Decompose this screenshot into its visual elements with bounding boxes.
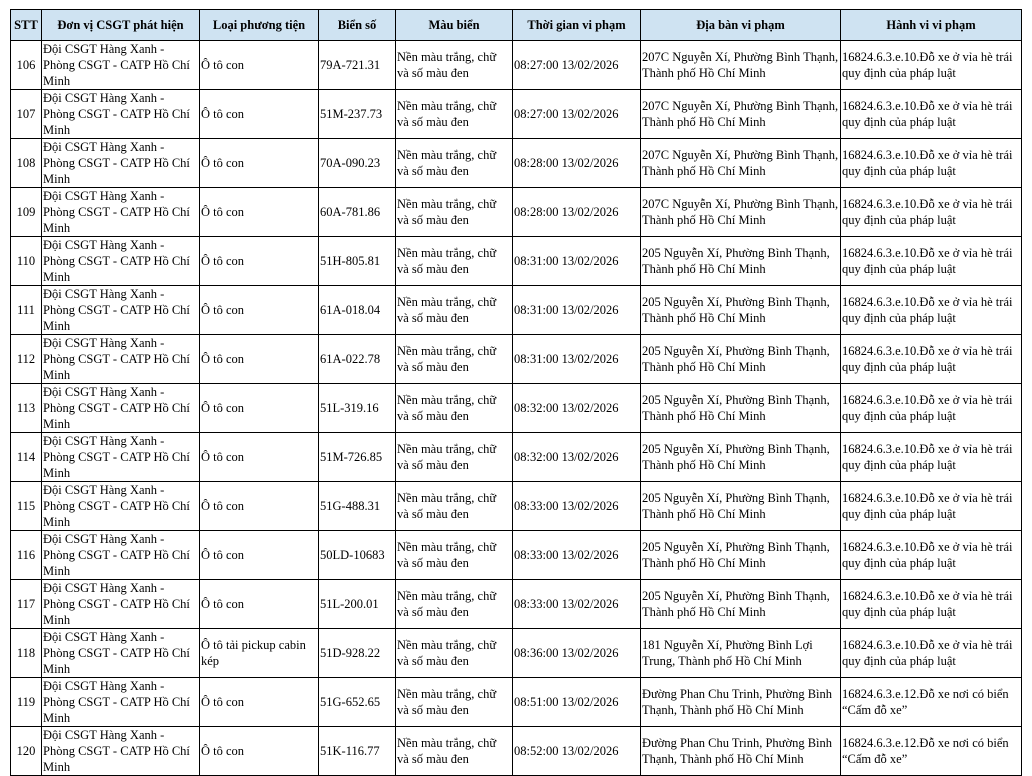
- vehicle-type-cell: Ô tô con: [200, 678, 319, 727]
- plate-cell: 51L-319.16: [319, 384, 396, 433]
- vehicle-type-cell: Ô tô con: [200, 90, 319, 139]
- plate-cell: 51M-237.73: [319, 90, 396, 139]
- plate-color-cell: Nền màu trắng, chữ và số màu đen: [396, 580, 513, 629]
- plate-cell: 51H-805.81: [319, 237, 396, 286]
- time-cell: 08:31:00 13/02/2026: [513, 286, 641, 335]
- document-page: [10, 9, 1022, 776]
- vehicle-type-cell: Ô tô con: [200, 188, 319, 237]
- plate-cell: 61A-018.04: [319, 286, 396, 335]
- vehicle-type-cell: Ô tô con: [200, 580, 319, 629]
- time-cell: 08:32:00 13/02/2026: [513, 433, 641, 482]
- vehicle-type-cell: Ô tô con: [200, 286, 319, 335]
- vehicle-type-cell: Ô tô con: [200, 727, 319, 776]
- table-row: [11, 482, 1022, 531]
- table-row: [11, 727, 1022, 776]
- violation-cell: 16824.6.3.e.12.Đỗ xe nơi có biển “Cấm đỗ xe”: [841, 727, 1022, 776]
- time-cell: 08:33:00 13/02/2026: [513, 580, 641, 629]
- stt-cell: 116: [11, 531, 42, 580]
- plate-color-cell: Nền màu trắng, chữ và số màu đen: [396, 335, 513, 384]
- violation-cell: 16824.6.3.e.10.Đỗ xe ở vỉa hè trái quy định của pháp luật: [841, 286, 1022, 335]
- vehicle-type-cell: Ô tô con: [200, 335, 319, 384]
- time-cell: 08:33:00 13/02/2026: [513, 531, 641, 580]
- stt-cell: 119: [11, 678, 42, 727]
- location-cell: 205 Nguyễn Xí, Phường Bình Thạnh, Thành phố Hồ Chí Minh: [641, 335, 841, 384]
- table-row: [11, 237, 1022, 286]
- violation-cell: 16824.6.3.e.10.Đỗ xe ở vỉa hè trái quy định của pháp luật: [841, 188, 1022, 237]
- stt-cell: 113: [11, 384, 42, 433]
- stt-cell: 111: [11, 286, 42, 335]
- table-row: [11, 41, 1022, 90]
- time-cell: 08:31:00 13/02/2026: [513, 237, 641, 286]
- stt-cell: 112: [11, 335, 42, 384]
- unit-cell: Đội CSGT Hàng Xanh - Phòng CSGT - CATP Hồ Chí Minh: [42, 188, 200, 237]
- unit-cell: Đội CSGT Hàng Xanh - Phòng CSGT - CATP Hồ Chí Minh: [42, 482, 200, 531]
- location-cell: 207C Nguyễn Xí, Phường Bình Thạnh, Thành phố Hồ Chí Minh: [641, 188, 841, 237]
- location-cell: 207C Nguyễn Xí, Phường Bình Thạnh, Thành phố Hồ Chí Minh: [641, 90, 841, 139]
- violations-table: [10, 9, 1022, 776]
- time-cell: 08:36:00 13/02/2026: [513, 629, 641, 678]
- vehicle-type-cell: Ô tô con: [200, 482, 319, 531]
- header-stt: STT: [11, 10, 42, 41]
- header-unit: Đơn vị CSGT phát hiện: [42, 10, 200, 41]
- stt-cell: 117: [11, 580, 42, 629]
- header-plate: Biển số: [319, 10, 396, 41]
- table-row: [11, 629, 1022, 678]
- location-cell: Đường Phan Chu Trinh, Phường Bình Thạnh, Thành phố Hồ Chí Minh: [641, 678, 841, 727]
- vehicle-type-cell: Ô tô con: [200, 433, 319, 482]
- time-cell: 08:31:00 13/02/2026: [513, 335, 641, 384]
- header-location: Địa bàn vi phạm: [641, 10, 841, 41]
- table-row: [11, 335, 1022, 384]
- stt-cell: 109: [11, 188, 42, 237]
- plate-color-cell: Nền màu trắng, chữ và số màu đen: [396, 531, 513, 580]
- header-vehicle-type: Loại phương tiện: [200, 10, 319, 41]
- location-cell: 181 Nguyễn Xí, Phường Bình Lợi Trung, Thành phố Hồ Chí Minh: [641, 629, 841, 678]
- vehicle-type-cell: Ô tô con: [200, 531, 319, 580]
- location-cell: 205 Nguyễn Xí, Phường Bình Thạnh, Thành phố Hồ Chí Minh: [641, 531, 841, 580]
- table-row: [11, 139, 1022, 188]
- plate-color-cell: Nền màu trắng, chữ và số màu đen: [396, 433, 513, 482]
- unit-cell: Đội CSGT Hàng Xanh - Phòng CSGT - CATP Hồ Chí Minh: [42, 629, 200, 678]
- plate-cell: 61A-022.78: [319, 335, 396, 384]
- plate-cell: 70A-090.23: [319, 139, 396, 188]
- unit-cell: Đội CSGT Hàng Xanh - Phòng CSGT - CATP Hồ Chí Minh: [42, 727, 200, 776]
- plate-cell: 50LD-10683: [319, 531, 396, 580]
- unit-cell: Đội CSGT Hàng Xanh - Phòng CSGT - CATP Hồ Chí Minh: [42, 531, 200, 580]
- table-row: [11, 531, 1022, 580]
- violation-cell: 16824.6.3.e.10.Đỗ xe ở vỉa hè trái quy định của pháp luật: [841, 433, 1022, 482]
- time-cell: 08:28:00 13/02/2026: [513, 188, 641, 237]
- time-cell: 08:32:00 13/02/2026: [513, 384, 641, 433]
- unit-cell: Đội CSGT Hàng Xanh - Phòng CSGT - CATP Hồ Chí Minh: [42, 433, 200, 482]
- plate-color-cell: Nền màu trắng, chữ và số màu đen: [396, 727, 513, 776]
- violation-cell: 16824.6.3.e.10.Đỗ xe ở vỉa hè trái quy định của pháp luật: [841, 335, 1022, 384]
- time-cell: 08:52:00 13/02/2026: [513, 727, 641, 776]
- unit-cell: Đội CSGT Hàng Xanh - Phòng CSGT - CATP Hồ Chí Minh: [42, 41, 200, 90]
- plate-color-cell: Nền màu trắng, chữ và số màu đen: [396, 678, 513, 727]
- stt-cell: 106: [11, 41, 42, 90]
- stt-cell: 108: [11, 139, 42, 188]
- violation-cell: 16824.6.3.e.10.Đỗ xe ở vỉa hè trái quy định của pháp luật: [841, 384, 1022, 433]
- violation-cell: 16824.6.3.e.10.Đỗ xe ở vỉa hè trái quy định của pháp luật: [841, 41, 1022, 90]
- location-cell: Đường Phan Chu Trinh, Phường Bình Thạnh, Thành phố Hồ Chí Minh: [641, 727, 841, 776]
- vehicle-type-cell: Ô tô tải pickup cabin kép: [200, 629, 319, 678]
- violation-cell: 16824.6.3.e.10.Đỗ xe ở vỉa hè trái quy định của pháp luật: [841, 237, 1022, 286]
- unit-cell: Đội CSGT Hàng Xanh - Phòng CSGT - CATP Hồ Chí Minh: [42, 335, 200, 384]
- plate-cell: 51K-116.77: [319, 727, 396, 776]
- location-cell: 205 Nguyễn Xí, Phường Bình Thạnh, Thành phố Hồ Chí Minh: [641, 580, 841, 629]
- plate-cell: 79A-721.31: [319, 41, 396, 90]
- plate-color-cell: Nền màu trắng, chữ và số màu đen: [396, 482, 513, 531]
- plate-cell: 51G-488.31: [319, 482, 396, 531]
- plate-cell: 51D-928.22: [319, 629, 396, 678]
- location-cell: 207C Nguyễn Xí, Phường Bình Thạnh, Thành phố Hồ Chí Minh: [641, 41, 841, 90]
- header-plate-color: Màu biển: [396, 10, 513, 41]
- unit-cell: Đội CSGT Hàng Xanh - Phòng CSGT - CATP Hồ Chí Minh: [42, 678, 200, 727]
- stt-cell: 118: [11, 629, 42, 678]
- table-row: [11, 90, 1022, 139]
- vehicle-type-cell: Ô tô con: [200, 237, 319, 286]
- unit-cell: Đội CSGT Hàng Xanh - Phòng CSGT - CATP Hồ Chí Minh: [42, 90, 200, 139]
- plate-color-cell: Nền màu trắng, chữ và số màu đen: [396, 41, 513, 90]
- plate-color-cell: Nền màu trắng, chữ và số màu đen: [396, 139, 513, 188]
- table-row: [11, 580, 1022, 629]
- table-row: [11, 384, 1022, 433]
- time-cell: 08:28:00 13/02/2026: [513, 139, 641, 188]
- plate-color-cell: Nền màu trắng, chữ và số màu đen: [396, 188, 513, 237]
- plate-color-cell: Nền màu trắng, chữ và số màu đen: [396, 629, 513, 678]
- plate-color-cell: Nền màu trắng, chữ và số màu đen: [396, 90, 513, 139]
- location-cell: 205 Nguyễn Xí, Phường Bình Thạnh, Thành phố Hồ Chí Minh: [641, 237, 841, 286]
- unit-cell: Đội CSGT Hàng Xanh - Phòng CSGT - CATP Hồ Chí Minh: [42, 139, 200, 188]
- stt-cell: 110: [11, 237, 42, 286]
- header-violation: Hành vi vi phạm: [841, 10, 1022, 41]
- unit-cell: Đội CSGT Hàng Xanh - Phòng CSGT - CATP Hồ Chí Minh: [42, 237, 200, 286]
- location-cell: 205 Nguyễn Xí, Phường Bình Thạnh, Thành phố Hồ Chí Minh: [641, 384, 841, 433]
- time-cell: 08:27:00 13/02/2026: [513, 41, 641, 90]
- vehicle-type-cell: Ô tô con: [200, 384, 319, 433]
- location-cell: 205 Nguyễn Xí, Phường Bình Thạnh, Thành phố Hồ Chí Minh: [641, 286, 841, 335]
- stt-cell: 114: [11, 433, 42, 482]
- table-row: [11, 286, 1022, 335]
- violation-cell: 16824.6.3.e.10.Đỗ xe ở vỉa hè trái quy định của pháp luật: [841, 629, 1022, 678]
- unit-cell: Đội CSGT Hàng Xanh - Phòng CSGT - CATP Hồ Chí Minh: [42, 580, 200, 629]
- time-cell: 08:33:00 13/02/2026: [513, 482, 641, 531]
- time-cell: 08:27:00 13/02/2026: [513, 90, 641, 139]
- unit-cell: Đội CSGT Hàng Xanh - Phòng CSGT - CATP Hồ Chí Minh: [42, 384, 200, 433]
- table-row: [11, 678, 1022, 727]
- violation-cell: 16824.6.3.e.10.Đỗ xe ở vỉa hè trái quy định của pháp luật: [841, 482, 1022, 531]
- violation-cell: 16824.6.3.e.10.Đỗ xe ở vỉa hè trái quy định của pháp luật: [841, 531, 1022, 580]
- unit-cell: Đội CSGT Hàng Xanh - Phòng CSGT - CATP Hồ Chí Minh: [42, 286, 200, 335]
- vehicle-type-cell: Ô tô con: [200, 41, 319, 90]
- violation-cell: 16824.6.3.e.10.Đỗ xe ở vỉa hè trái quy định của pháp luật: [841, 90, 1022, 139]
- location-cell: 207C Nguyễn Xí, Phường Bình Thạnh, Thành phố Hồ Chí Minh: [641, 139, 841, 188]
- plate-cell: 60A-781.86: [319, 188, 396, 237]
- time-cell: 08:51:00 13/02/2026: [513, 678, 641, 727]
- plate-cell: 51G-652.65: [319, 678, 396, 727]
- table-row: [11, 188, 1022, 237]
- table-row: [11, 433, 1022, 482]
- violation-cell: 16824.6.3.e.12.Đỗ xe nơi có biển “Cấm đỗ xe”: [841, 678, 1022, 727]
- plate-color-cell: Nền màu trắng, chữ và số màu đen: [396, 286, 513, 335]
- stt-cell: 115: [11, 482, 42, 531]
- violation-cell: 16824.6.3.e.10.Đỗ xe ở vỉa hè trái quy định của pháp luật: [841, 139, 1022, 188]
- stt-cell: 107: [11, 90, 42, 139]
- plate-color-cell: Nền màu trắng, chữ và số màu đen: [396, 384, 513, 433]
- plate-cell: 51L-200.01: [319, 580, 396, 629]
- header-time: Thời gian vi phạm: [513, 10, 641, 41]
- header-row: [11, 10, 1022, 41]
- location-cell: 205 Nguyễn Xí, Phường Bình Thạnh, Thành phố Hồ Chí Minh: [641, 433, 841, 482]
- violation-cell: 16824.6.3.e.10.Đỗ xe ở vỉa hè trái quy định của pháp luật: [841, 580, 1022, 629]
- plate-cell: 51M-726.85: [319, 433, 396, 482]
- vehicle-type-cell: Ô tô con: [200, 139, 319, 188]
- location-cell: 205 Nguyễn Xí, Phường Bình Thạnh, Thành phố Hồ Chí Minh: [641, 482, 841, 531]
- plate-color-cell: Nền màu trắng, chữ và số màu đen: [396, 237, 513, 286]
- stt-cell: 120: [11, 727, 42, 776]
